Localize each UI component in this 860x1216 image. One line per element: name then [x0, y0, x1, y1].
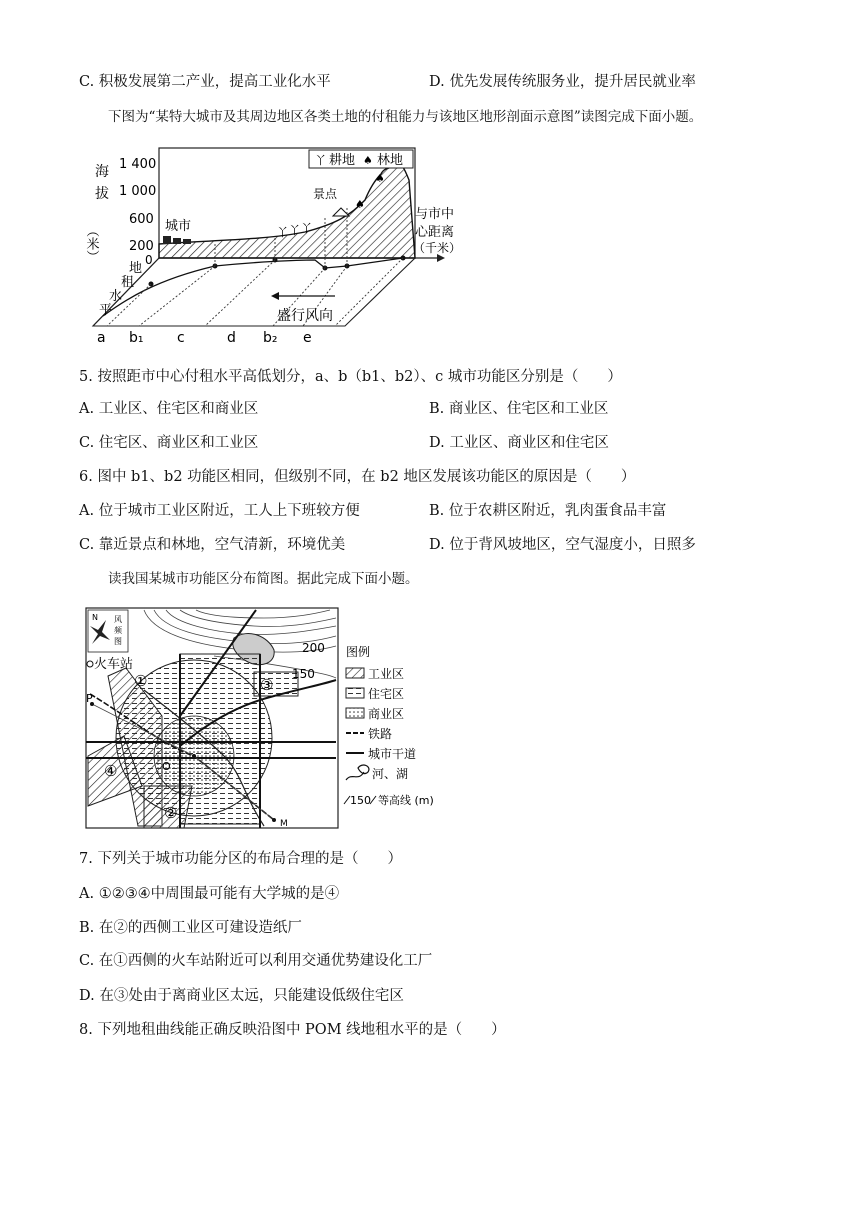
- intro-1: 下图为“某特大城市及其周边地区各类土地的付租能力与该地区地形剖面示意图”读图完成下面小题。: [108, 109, 703, 125]
- intro-2: 读我国某城市功能区分布简图。据此完成下面小题。: [108, 571, 419, 587]
- legend-railway: 铁路: [368, 727, 393, 741]
- q8-stem: 8. 下列地租曲线能正确反映沿图中 POM 线地租水平的是（ ）: [79, 1022, 506, 1038]
- wind-rose-label-2: 频: [114, 626, 122, 635]
- option-d-prev: D. 优先发展传统服务业，提升居民就业率: [429, 74, 696, 90]
- forest-icon: ♠: [355, 198, 365, 211]
- legend-industry: 工业区: [368, 667, 405, 681]
- wind-label: 盛行风向: [277, 308, 333, 324]
- city-block: [183, 239, 191, 244]
- contour-150-label: 150: [292, 667, 315, 681]
- q5-option-c: C. 住宅区、商业区和工业区: [79, 435, 259, 451]
- zone-b1: b₁: [129, 330, 144, 346]
- point-m-label: M: [280, 819, 288, 829]
- legend-farmland-icon: 丫: [315, 154, 326, 167]
- q7-stem: 7. 下列关于城市功能分区的布局合理的是（ ）: [79, 851, 402, 867]
- q7-option-b: B. 在②的西侧工业区可建设造纸厂: [79, 920, 302, 936]
- q6-option-c: C. 靠近景点和林地，空气清新，环境优美: [79, 537, 346, 553]
- zone-1-label: ①: [134, 672, 148, 690]
- compass-n: N: [92, 613, 98, 622]
- figure-rent-terrain: [83, 140, 462, 350]
- y-tick-0: 0: [145, 253, 153, 267]
- farmland-icon: 丫: [301, 222, 312, 235]
- city-block: [163, 236, 171, 244]
- legend-road: 城市干道: [368, 747, 417, 761]
- zone-b2: b₂: [263, 330, 278, 346]
- y-axis-label-2: 拔: [95, 186, 109, 202]
- legend-forest: 林地: [377, 153, 404, 168]
- q6-option-b: B. 位于农耕区附近，乳肉蛋食品丰富: [429, 503, 667, 519]
- rent-label-1: 地: [129, 261, 143, 276]
- zone-d: d: [227, 330, 236, 346]
- point-o-marker: [192, 754, 196, 758]
- point-p-label: P: [86, 692, 93, 705]
- legend-commercial-swatch: [346, 708, 364, 718]
- rent-label-2: 租: [121, 275, 135, 290]
- y-tick-600: 600: [129, 212, 154, 227]
- legend-river-swatch: [346, 765, 369, 780]
- train-station-label: 火车站: [94, 657, 134, 672]
- legend-farmland: 耕地: [329, 153, 356, 168]
- zone-3-label: ③: [260, 676, 274, 694]
- label-city: 城市: [165, 219, 192, 234]
- rent-label-4: 平: [99, 303, 113, 318]
- figure-city-map: [84, 606, 444, 832]
- y-tick-1000: 1 000: [119, 184, 157, 199]
- y-tick-200: 200: [129, 239, 154, 254]
- q5-option-b: B. 商业区、住宅区和工业区: [429, 401, 609, 417]
- q5-option-a: A. 工业区、住宅区和商业区: [79, 401, 259, 417]
- x-label-2: 心距离: [415, 225, 455, 240]
- train-station-marker: [87, 661, 93, 667]
- farmland-icon: 丫: [277, 226, 288, 239]
- option-c-prev: C. 积极发展第二产业，提高工业化水平: [79, 74, 331, 90]
- legend-industry-swatch: [346, 668, 364, 678]
- q6-stem: 6. 图中 b1、b2 功能区相同，但级别不同，在 b2 地区发展该功能区的原因是（ ）: [79, 469, 636, 485]
- legend-title: 图例: [346, 645, 371, 659]
- y-axis-label-3: （米）: [83, 224, 99, 263]
- q7-option-a: A. ①②③④中周围最可能有大学城的是④: [79, 886, 340, 902]
- x-label-1: 与市中: [415, 207, 455, 222]
- legend-residential-swatch: [346, 688, 364, 698]
- x-axis-arrow: [437, 254, 445, 262]
- contour-200-label: 200: [302, 641, 325, 655]
- legend-residential: 住宅区: [368, 687, 405, 701]
- q7-option-c: C. 在①西侧的火车站附近可以利用交通优势建设化工厂: [79, 953, 433, 969]
- wind-rose-label-3: 图: [114, 637, 122, 646]
- legend-forest-icon: ♠: [363, 154, 373, 167]
- farmland-icon: 丫: [289, 224, 300, 237]
- forest-icon: ♠: [375, 172, 385, 185]
- q7-option-d: D. 在③处由于离商业区太远，只能建设低级住宅区: [79, 988, 404, 1004]
- wind-arrow-head: [271, 292, 279, 300]
- zone-a: a: [97, 330, 106, 346]
- q5-option-d: D. 工业区、商业区和住宅区: [429, 435, 609, 451]
- point-m-marker: [272, 818, 276, 822]
- q6-option-a: A. 位于城市工业区附近，工人上下班较方便: [79, 503, 360, 519]
- point-o-label: O: [162, 760, 171, 773]
- q5-stem: 5. 按照距市中心付租水平高低划分，a、b（b1、b2）、c 城市功能区分别是（ ）: [79, 369, 622, 385]
- y-axis-label-1: 海: [95, 164, 109, 180]
- y-tick-1400: 1 400: [119, 157, 157, 172]
- legend-contour-value: 150: [350, 794, 371, 807]
- zone-2-label: ②: [164, 804, 178, 822]
- q6-option-d: D. 位于背风坡地区，空气湿度小，日照多: [429, 537, 696, 553]
- legend-commercial: 商业区: [368, 707, 405, 721]
- zone-c: c: [177, 330, 185, 346]
- zone-4-label: ④: [104, 762, 118, 780]
- legend-river: 河、湖: [372, 767, 409, 781]
- city-block: [173, 238, 181, 244]
- zone-e: e: [303, 330, 312, 346]
- x-label-3: （千米）: [413, 241, 462, 255]
- wind-rose-label-1: 风: [114, 615, 122, 624]
- rent-label-3: 水: [109, 289, 123, 304]
- label-scenic: 景点: [313, 187, 338, 201]
- legend-contour: 等高线 (m): [378, 794, 434, 807]
